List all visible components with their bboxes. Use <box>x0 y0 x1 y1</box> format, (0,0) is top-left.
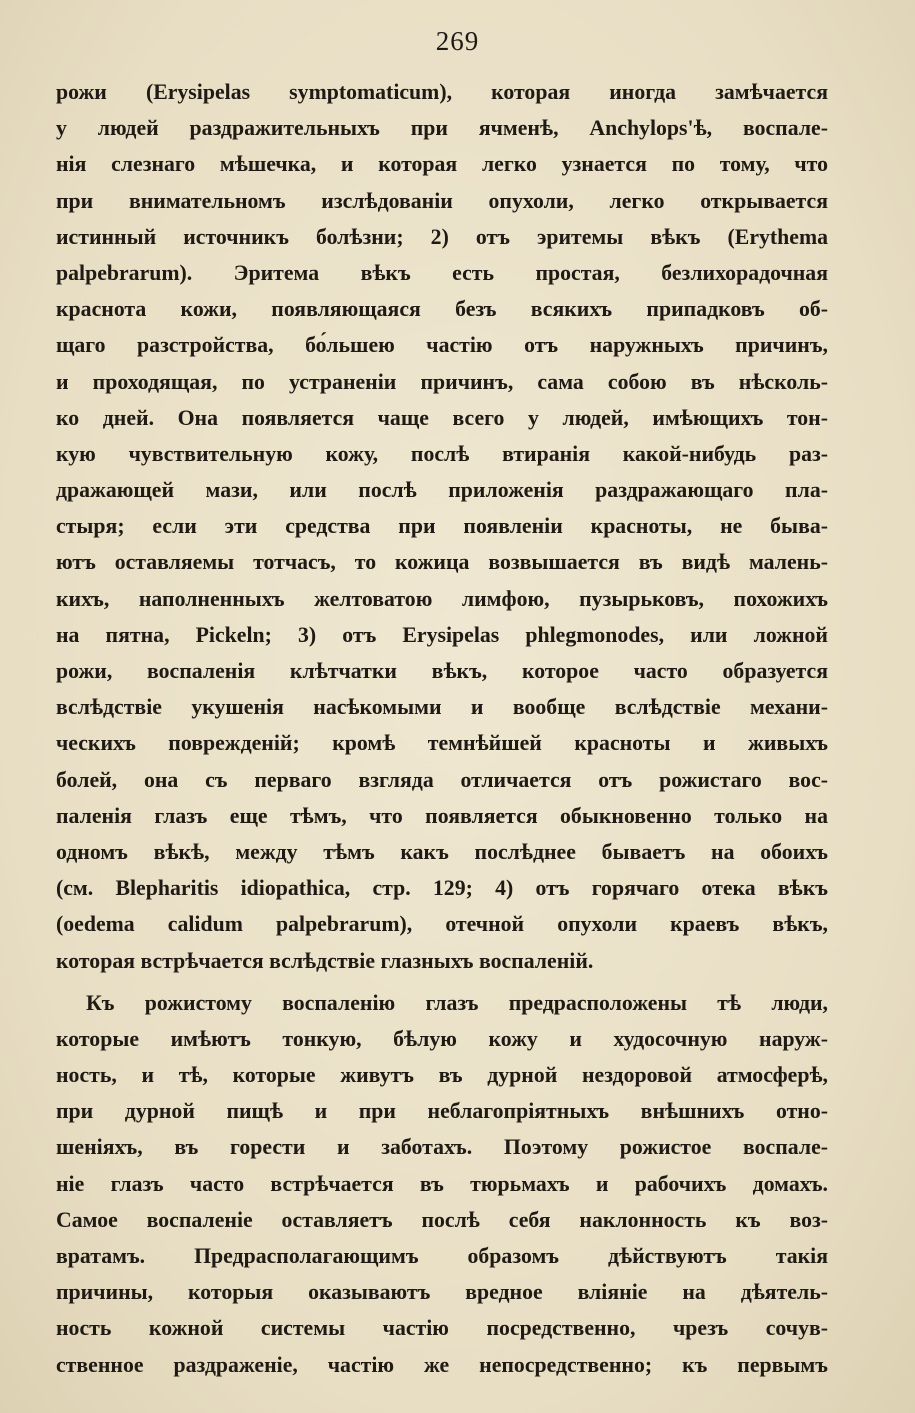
text-line: у людей раздражительныхъ при ячменѣ, Anchylops'ѣ, воспале- <box>56 116 828 141</box>
text-line: при дурной пищѣ и при неблагопріятныхъ внѣшнихъ отно- <box>56 1099 828 1124</box>
text-line: краснота кожи, появляющаяся безъ всякихъ припадковъ об- <box>56 297 828 322</box>
text-line: Къ рожистому воспаленію глазъ предрасположены тѣ люди, <box>86 990 828 1015</box>
text-line: ческихъ поврежденій; кромѣ темнѣйшей красноты и живыхъ <box>56 731 828 756</box>
text-line: ютъ оставляемы тотчасъ, то кожица возвышается въ видѣ малень- <box>56 550 828 575</box>
text-line: рожи, воспаленія клѣтчатки вѣкъ, которое часто образуется <box>56 659 828 683</box>
text-line: ность кожной системы частію посредственно, чрезъ сочув- <box>56 1316 828 1341</box>
text-line: ніе глазъ часто встрѣчается въ тюрьмахъ и рабочихъ домахъ. <box>56 1171 828 1196</box>
text-line: вслѣдствіе укушенія насѣкомыми и вообще вслѣдствіе механи- <box>56 695 828 720</box>
text-line: и проходящая, по устраненіи причинъ, сама собою въ нѣсколь- <box>56 369 828 394</box>
text-line: шеніяхъ, въ горести и заботахъ. Поэтому рожистое воспале- <box>56 1135 828 1160</box>
text-line: ко дней. Она появляется чаще всего у людей, имѣющихъ тон- <box>56 405 828 430</box>
text-line: дражающей мази, или послѣ приложенія раздражающаго пла- <box>56 478 828 503</box>
text-line: которая встрѣчается вслѣдствіе глазныхъ воспаленій. <box>56 948 594 973</box>
text-line: которые имѣютъ тонкую, бѣлую кожу и худосочную наруж- <box>56 1026 828 1051</box>
text-line: на пятна, Pickeln; 3) отъ Erysipelas phlegmonodes, или ложной <box>56 622 828 647</box>
text-line: ственное раздраженіе, частію же непосредственно; къ первымъ <box>56 1352 828 1377</box>
text-line: кую чувствительную кожу, послѣ втиранія какой-нибудь раз- <box>56 441 828 466</box>
text-line: рожи (Erysipelas symptomaticum), которая иногда замѣчается <box>56 80 828 104</box>
text-line: причины, которыя оказываютъ вредное вліяніе на дѣятель- <box>56 1280 828 1305</box>
page-number: 269 <box>435 26 480 56</box>
body-text <box>56 74 828 1383</box>
text-line: при внимательномъ изслѣдованіи опухоли, легко открывается <box>56 188 828 213</box>
text-line: болей, она съ перваго взгляда отличается отъ рожистаго вос- <box>56 767 828 792</box>
text-line: истинный источникъ болѣзни; 2) отъ эритемы вѣкъ (Erythema <box>56 224 828 249</box>
text-line: (см. Blepharitis idiopathica, стр. 129; 4) отъ горячаго отека вѣкъ <box>56 876 828 901</box>
text-line: ность, и тѣ, которые живутъ въ дурной нездоровой атмосферѣ, <box>56 1063 828 1088</box>
text-line: palpebrarum). Эритема вѣкъ есть простая, безлихорадочная <box>56 260 828 285</box>
text-line: щаго разстройства, бо́льшею частію отъ наружныхъ причинъ, <box>56 333 828 358</box>
text-line: кихъ, наполненныхъ желтоватою лимфою, пузырьковъ, похожихъ <box>56 586 828 611</box>
text-line: (oedema calidum palpebrarum), отечной опухоли краевъ вѣкъ, <box>56 912 828 937</box>
paragraph-2 <box>56 985 828 1383</box>
text-line: вратамъ. Предрасполагающимъ образомъ дѣйствуютъ такія <box>56 1244 828 1268</box>
paragraph-1 <box>56 74 828 979</box>
text-line: паленія глазъ еще тѣмъ, что появляется обыкновенно только на <box>56 803 828 828</box>
text-line: стыря; если эти средства при появленіи красноты, не бывa- <box>56 514 828 539</box>
text-line: нія слезнаго мѣшечка, и которая легко узнается по тому, что <box>56 152 828 177</box>
text-line: одномъ вѣкѣ, между тѣмъ какъ послѣднее бываетъ на обоихъ <box>56 839 828 864</box>
text-line: Самое воспаленіе оставляетъ послѣ себя наклонность къ воз- <box>56 1207 828 1232</box>
